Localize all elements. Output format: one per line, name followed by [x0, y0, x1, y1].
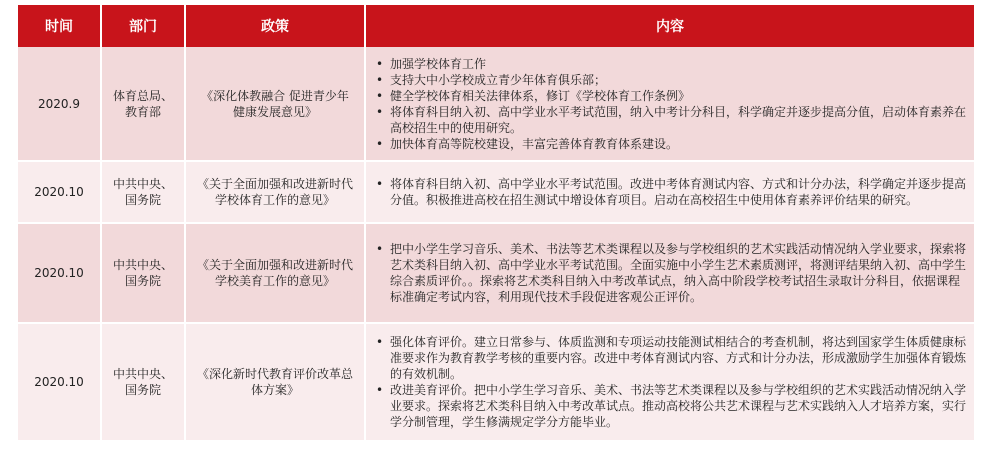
policy-text: 《关于全面加强和改进新时代学校美育工作的意见》: [196, 258, 353, 288]
list-item: • 改进美育评价。把中小学生学习音乐、美术、书法等艺术类课程以及参与学校组织的艺术实践活动情况纳入学业要求。探索将艺术类科目纳入中考改革试点。推动高校将公共艺术课程与艺术实践纳入人才培养方案，实行学分制管理，学生修满规定学分方能毕业。: [390, 382, 966, 430]
list-item: • 健全学校体育相关法律体系，修订《学校体育工作条例》: [390, 88, 966, 104]
header-policy: 政策: [186, 5, 366, 47]
cell-dept: [102, 324, 186, 442]
table-row: [18, 162, 974, 224]
list-item: • 将体育科目纳入初、高中学业水平考试范围。改进中考体育测试内容、方式和计分办法，科学确定并逐步提高分值。积极推进高校在招生测试中增设体育项目。启动在高校招生中使用体育素养评价结果的研究。: [390, 176, 966, 208]
list-item: • 支持大中小学校成立青少年体育俱乐部；: [390, 72, 966, 88]
header-content: 内容: [366, 5, 974, 47]
dept-text: 中共中央、国务院: [112, 258, 173, 288]
cell-dept: [102, 162, 186, 224]
content-list: [366, 56, 974, 152]
cell-dept: [102, 224, 186, 324]
table-row: [18, 47, 974, 162]
cell-content: [366, 324, 974, 442]
list-item: • 强化体育评价。建立日常参与、体质监测和专项运动技能测试相结合的考查机制，将达到国家学生体质健康标准要求作为教育教学考核的重要内容。改进中考体育测试内容、方式和计分办法，形成激励学生加强体育锻炼的有效机制。: [390, 334, 966, 382]
cell-time: 2020.10: [18, 224, 102, 324]
cell-content: [366, 162, 974, 224]
cell-time: 2020.10: [18, 324, 102, 442]
cell-policy: [186, 224, 366, 324]
cell-dept: [102, 47, 186, 162]
list-item: • 加强学校体育工作: [390, 56, 966, 72]
content-list: [366, 176, 974, 208]
cell-content: [366, 224, 974, 324]
list-item: • 把中小学生学习音乐、美术、书法等艺术类课程以及参与学校组织的艺术实践活动情况纳入学业要求，探索将艺术类科目纳入初、高中学业水平考试范围。全面实施中小学生艺术素质测评，将测评结果纳入初、高中学生综合素质评价。。探索将艺术类科目纳入中考改革试点，纳入高中阶段学校考试招生录取计分科目，依据课程标准确定考试内容，利用现代技术手段促进客观公正评价。: [390, 241, 966, 305]
policy-text: 《深化新时代教育评价改革总体方案》: [197, 367, 354, 397]
policy-text: 《深化体教融合 促进青少年健康发展意见》: [201, 88, 349, 119]
header-time: 时间: [18, 5, 102, 47]
list-item: • 将体育科目纳入初、高中学业水平考试范围，纳入中考计分科目，科学确定并逐步提高分值，启动体育素养在高校招生中的使用研究。: [390, 104, 966, 136]
table-row: [18, 324, 974, 442]
content-list: [366, 334, 974, 430]
cell-policy: [186, 324, 366, 442]
cell-time: 2020.10: [18, 162, 102, 224]
cell-time: 2020.9: [18, 47, 102, 162]
list-item: • 加快体育高等院校建设，丰富完善体育教育体系建设。: [390, 136, 966, 152]
cell-policy: [186, 47, 366, 162]
dept-text: 中共中央、国务院: [112, 367, 173, 397]
table-header: [18, 5, 974, 47]
dept-text: 中共中央、国务院: [112, 177, 173, 207]
dept-text: 体育总局、教育部: [112, 88, 173, 119]
table-row: [18, 224, 974, 324]
header-dept: 部门: [102, 5, 186, 47]
cell-policy: [186, 162, 366, 224]
content-list: [366, 241, 974, 305]
policy-text: 《关于全面加强和改进新时代学校体育工作的意见》: [196, 177, 353, 207]
cell-content: [366, 47, 974, 162]
